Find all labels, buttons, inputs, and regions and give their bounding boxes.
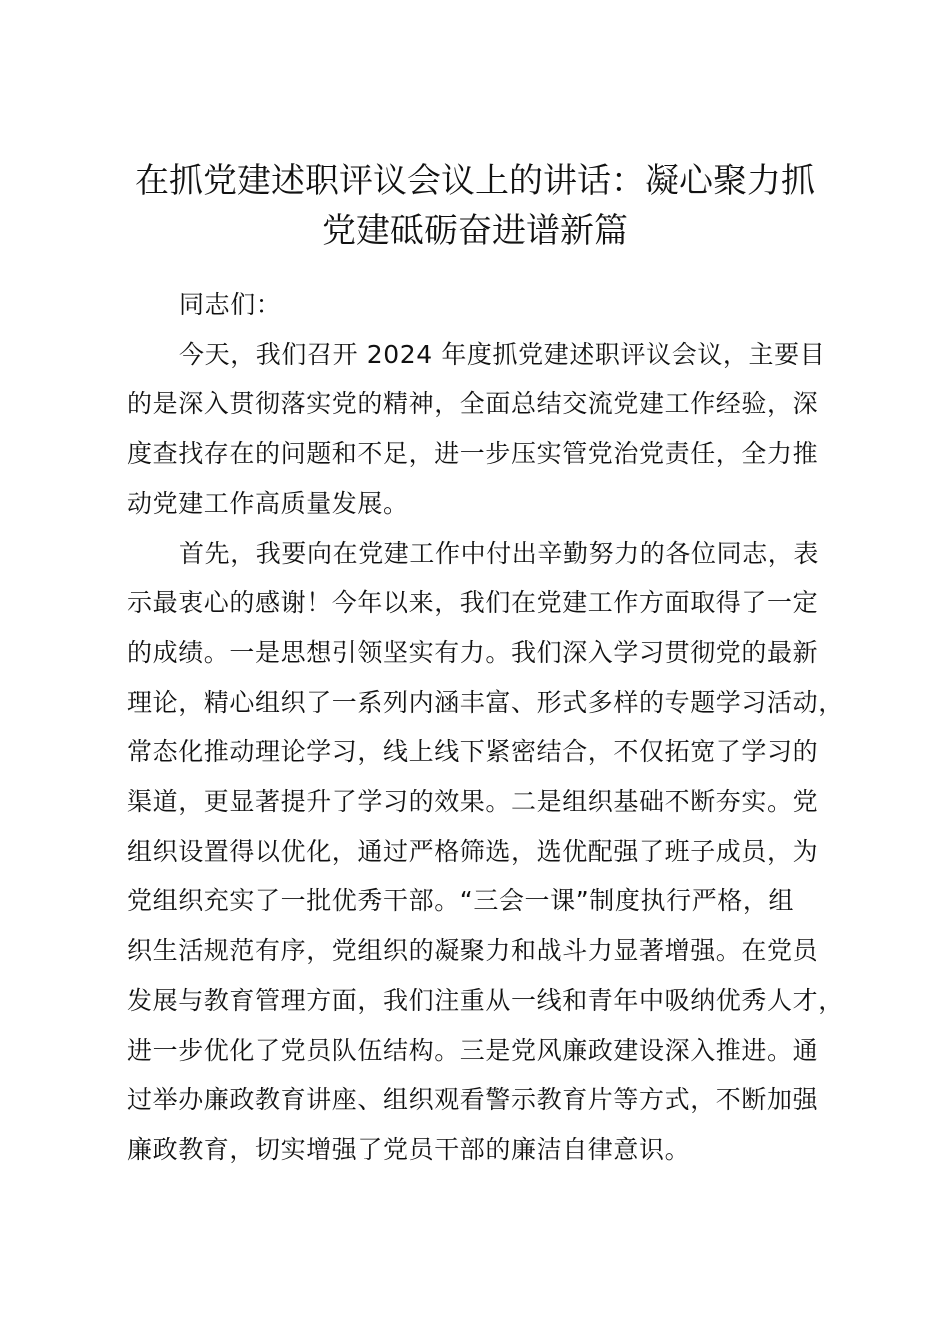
- title-line-1: 在抓党建述职评议会议上的讲话：凝心聚力抓: [135, 161, 815, 201]
- paragraph-line: 进一步优化了党员队伍结构。三是党风廉政建设深入推进。通: [127, 1035, 819, 1065]
- salutation-text: 同志们：: [179, 290, 282, 319]
- paragraph-line: 示最衷心的感谢！今年以来，我们在党建工作方面取得了一定: [127, 588, 819, 618]
- salutation: [127, 280, 833, 330]
- document-title: [110, 156, 840, 256]
- paragraph-opening: [127, 330, 833, 529]
- title-line-2: 党建砥砺奋进谱新篇: [322, 211, 628, 251]
- paragraph-line: 廉政教育，切实增强了党员干部的廉洁自律意识。: [127, 1134, 691, 1164]
- paragraph-line: 党组织充实了一批优秀干部。“三会一课”制度执行严格，组: [127, 886, 795, 916]
- paragraph-line: 度查找存在的问题和不足，进一步压实管党治党责任，全力推: [127, 439, 819, 469]
- paragraph-line: 发展与教育管理方面，我们注重从一线和青年中吸纳优秀人才，: [127, 985, 844, 1015]
- paragraph-line: 织生活规范有序，党组织的凝聚力和战斗力显著增强。在党员: [127, 936, 819, 966]
- paragraph-line: 理论，精心组织了一系列内涵丰富、形式多样的专题学习活动，: [127, 687, 844, 717]
- paragraph-line: 过举办廉政教育讲座、组织观看警示教育片等方式，不断加强: [127, 1085, 819, 1115]
- paragraph-line: 组织设置得以优化，通过严格筛选，选优配强了班子成员，为: [127, 836, 819, 866]
- paragraph-line: 常态化推动理论学习，线上线下紧密结合，不仅拓宽了学习的: [127, 737, 819, 767]
- paragraph-line: 的是深入贯彻落实党的精神，全面总结交流党建工作经验，深: [127, 389, 819, 419]
- paragraph-line: 今天，我们召开 2024 年度抓党建述职评议会议，主要目: [179, 339, 826, 369]
- document-body: [127, 280, 844, 1175]
- paragraph-line: 渠道，更显著提升了学习的效果。二是组织基础不断夯实。党: [127, 787, 819, 817]
- paragraph-achievements: [127, 529, 844, 1175]
- paragraph-line: 的成绩。一是思想引领坚实有力。我们深入学习贯彻党的最新: [127, 637, 819, 667]
- paragraph-line: 首先，我要向在党建工作中付出辛勤努力的各位同志，表: [179, 538, 820, 568]
- paragraph-line: 动党建工作高质量发展。: [127, 488, 409, 518]
